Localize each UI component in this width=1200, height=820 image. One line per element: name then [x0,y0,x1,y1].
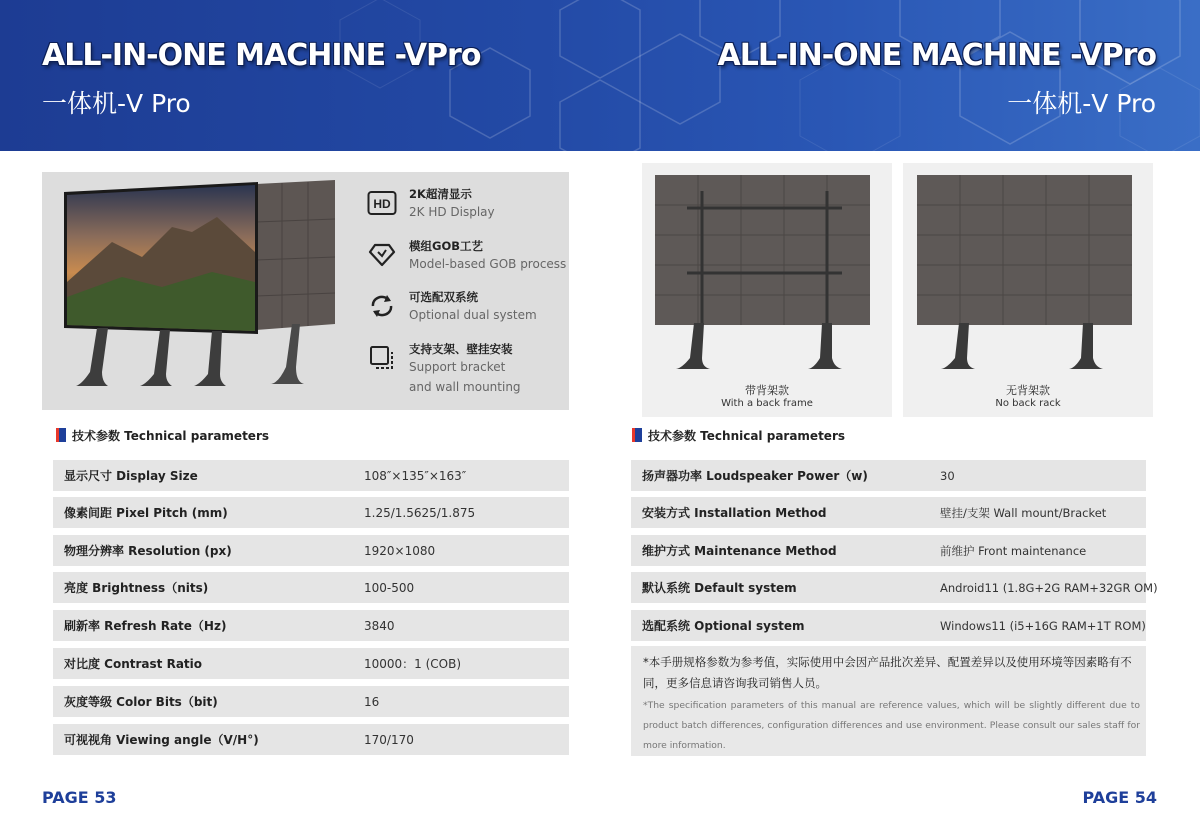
left-section-title: 技术参数 Technical parameters [56,427,269,443]
table-row [631,535,1146,566]
spec-value: 16 [364,694,380,709]
feature-en: Optional dual system [409,308,537,322]
table-row [53,648,569,679]
table-row [53,572,569,603]
right-page-title: ALL-IN-ONE MACHINE -VPro [717,38,1156,73]
hexagon-pattern [0,0,1200,151]
table-row [631,460,1146,491]
spec-value: 30 [940,468,955,483]
disclaimer-note [631,646,1146,756]
left-page-title: ALL-IN-ONE MACHINE -VPro [42,38,481,73]
right-page-number: PAGE 54 [1082,788,1157,807]
right-page-subtitle: 一体机-V Pro [1007,89,1156,118]
table-row [53,535,569,566]
spec-value: 壁挂/支架 Wall mount/Bracket [940,505,1107,520]
spec-label: 维护方式 Maintenance Method [642,544,837,558]
spec-label: 灰度等级 Color Bits（bit) [64,695,218,709]
spec-label: 默认系统 Default system [642,581,797,595]
spec-value: Windows11 (i5+16G RAM+1T ROM) [940,618,1146,633]
spec-label: 扬声器功率 Loudspeaker Power（w) [642,469,868,483]
right-section-title: 技术参数 Technical parameters [632,427,845,443]
spec-value: 1920×1080 [364,543,436,558]
spec-value: 前维护 Front maintenance [940,543,1087,558]
spec-label: 像素间距 Pixel Pitch (mm) [64,506,228,520]
table-row [631,610,1146,641]
variant-caption-en: With a back frame [721,398,813,409]
variant-caption-en: No back rack [995,398,1061,409]
feature-en: Model-based GOB process [409,257,567,271]
table-row [53,497,569,528]
feature-cn: 2K超清显示 [409,187,472,201]
spec-label: 对比度 Contrast Ratio [64,657,203,671]
table-row [631,572,1158,603]
feature-en-line2: and wall mounting [409,380,521,394]
left-page-number: PAGE 53 [42,788,117,807]
spec-label: 亮度 Brightness（nits) [64,581,209,595]
feature-cn: 可选配双系统 [409,290,478,304]
section-marker-icon [632,428,642,442]
feature-cn: 模组GOB工艺 [409,239,483,253]
spec-label: 选配系统 Optional system [642,619,805,633]
table-row [631,497,1146,528]
spec-value: 170/170 [364,732,414,747]
spec-value: Android11 (1.8G+2G RAM+32GR OM) [940,580,1158,595]
feature-en: Support bracket [409,360,506,374]
product-photo [42,172,362,410]
variant-caption-cn: 无背架款 [1006,384,1050,397]
variant-no-back-rack [903,163,1153,417]
table-row [53,610,569,641]
product-image-panel [42,172,569,410]
section-marker-icon [56,428,66,442]
feature-cn: 支持支架、壁挂安装 [409,342,513,356]
spec-value: 3840 [364,618,395,633]
spec-value: 1.25/1.5625/1.875 [364,505,476,520]
bracket-icon [367,343,397,373]
no-back-rack-photo [903,163,1153,378]
spec-value: 108″×135″×163″ [364,468,467,483]
spec-label: 可视视角 Viewing angle（V/H°) [64,733,259,747]
table-row [53,460,569,491]
spec-value: 100-500 [364,580,415,595]
spec-label: 物理分辨率 Resolution (px) [64,544,232,558]
spec-label: 显示尺寸 Display Size [64,469,198,483]
note-cn: *本手册规格参数为参考值，实际使用中会因产品批次差异、配置差异以及使用环境等因素略有不同，更多信息请咨询我司销售人员。 [643,655,1132,690]
left-page-subtitle: 一体机-V Pro [42,89,191,118]
table-row [53,686,569,717]
table-row [53,724,569,755]
refresh-icon [367,291,397,321]
variant-caption-cn: 带背架款 [745,384,789,397]
back-frame-photo [642,163,892,378]
note-en: *The specification parameters of this manual are reference values, which will be slightly different due to product batch differences, configuration differences and use environment. Please consult our sales staff for more information. [643,700,1140,751]
spec-label: 刷新率 Refresh Rate（Hz) [64,619,227,633]
spec-label: 安装方式 Installation Method [642,506,827,520]
diamond-icon [367,240,397,270]
svg-text:HD: HD [373,197,391,211]
feature-en: 2K HD Display [409,205,495,219]
variant-with-back-frame [642,163,892,417]
header-banner [0,0,1200,151]
spec-value: 10000：1 (COB) [364,657,462,671]
hd-icon [367,188,397,218]
